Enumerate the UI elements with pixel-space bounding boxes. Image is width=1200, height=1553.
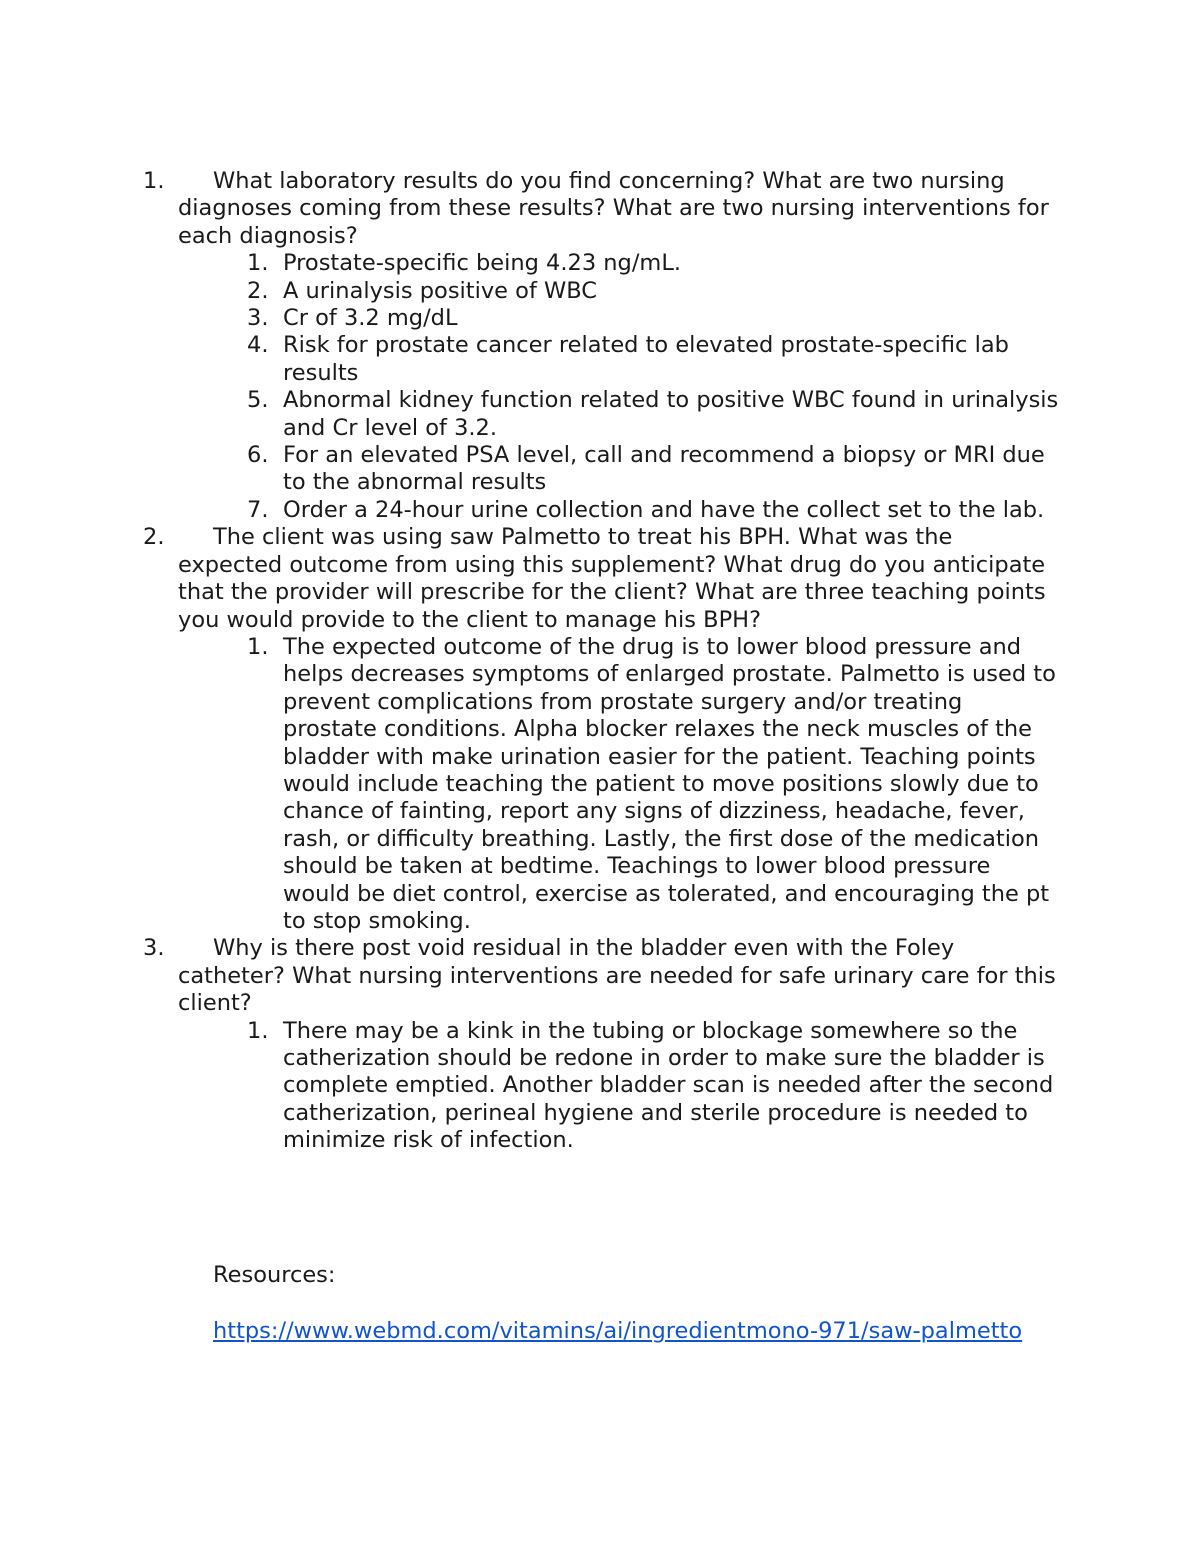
answer-item [0,634,1063,935]
answer-text: Prostate-specific being 4.23 ng/mL. [283,250,682,277]
answer-item [0,332,1063,387]
answer-text: For an elevated PSA level, call and recommend a biopsy or MRI due to the abnormal results [283,442,1045,496]
question-text: The client was using saw Palmetto to treat his BPH. What was the expected outcome from using this supplement? What drug do you anticipate that the provider will prescribe for the client? What are three teaching points you would provide to the client to manage his BPH? [178,524,1046,633]
answer-text: Abnormal kidney function related to positive WBC found in urinalysis and Cr level of 3.2. [283,387,1059,441]
question-number: 3. [143,935,165,962]
answer-number: 1. [247,633,269,660]
answer-number: 7. [247,496,269,523]
resources-label: Resources: [213,1262,336,1288]
answer-item [0,250,1063,277]
resource-link[interactable]: https://www.webmd.com/vitamins/ai/ingredientmono-971/saw-palmetto [213,1318,1023,1344]
question-text: Why is there post void residual in the bladder even with the Foley catheter? What nursing interventions are needed for safe urinary care for this client? [178,935,1056,1017]
answer-item [0,305,1063,332]
answer-number: 1. [247,1017,269,1044]
answer-item [0,442,1063,497]
question-1 [0,168,1058,250]
answer-item [0,1018,1063,1155]
answer-number: 5. [247,387,269,414]
answer-number: 1. [247,250,269,277]
question-text: What laboratory results do you find concerning? What are two nursing diagnoses coming from these results? What are two nursing interventions for each diagnosis? [178,168,1049,249]
question-3 [0,935,1058,1017]
answer-item [0,387,1063,442]
answer-item [0,497,1063,524]
answer-number: 4. [247,332,269,359]
question-number: 1. [143,168,165,194]
answer-number: 3. [247,305,269,332]
answer-text: Cr of 3.2 mg/dL [283,305,458,332]
answer-text: A urinalysis positive of WBC [283,277,598,304]
question-2 [0,524,1058,634]
answer-text: The expected outcome of the drug is to lower blood pressure and helps decreases symptoms of enlarged prostate. Palmetto is used to prevent complications from prostate surgery and/or treating prostate conditions. Alpha blocker relaxes the neck muscles of the bladder with make urination easier for the patient. Teaching points would include teaching the patient to move positions slowly due to chance of fainting, report any signs of dizziness, headache, fever, rash, or difficulty breathing. Lastly, the first dose of the medication should be taken at bedtime. Teachings to lower blood pressure would be diet control, exercise as tolerated, and encouraging the pt to stop smoking. [283,633,1056,934]
answer-text: There may be a kink in the tubing or blockage somewhere so the catherization should be redone in order to make sure the bladder is complete emptied. Another bladder scan is needed after the second catherization, perineal hygiene and sterile procedure is needed to minimize risk of infection. [283,1017,1054,1154]
answer-text: Risk for prostate cancer related to elevated prostate-specific lab results [283,332,1009,386]
answer-text: Order a 24-hour urine collection and have the collect set to the lab. [283,496,1045,523]
answer-item [0,278,1063,305]
document-page [0,168,1200,1155]
question-number: 2. [143,524,165,551]
answer-number: 6. [247,442,269,469]
answer-number: 2. [247,277,269,304]
